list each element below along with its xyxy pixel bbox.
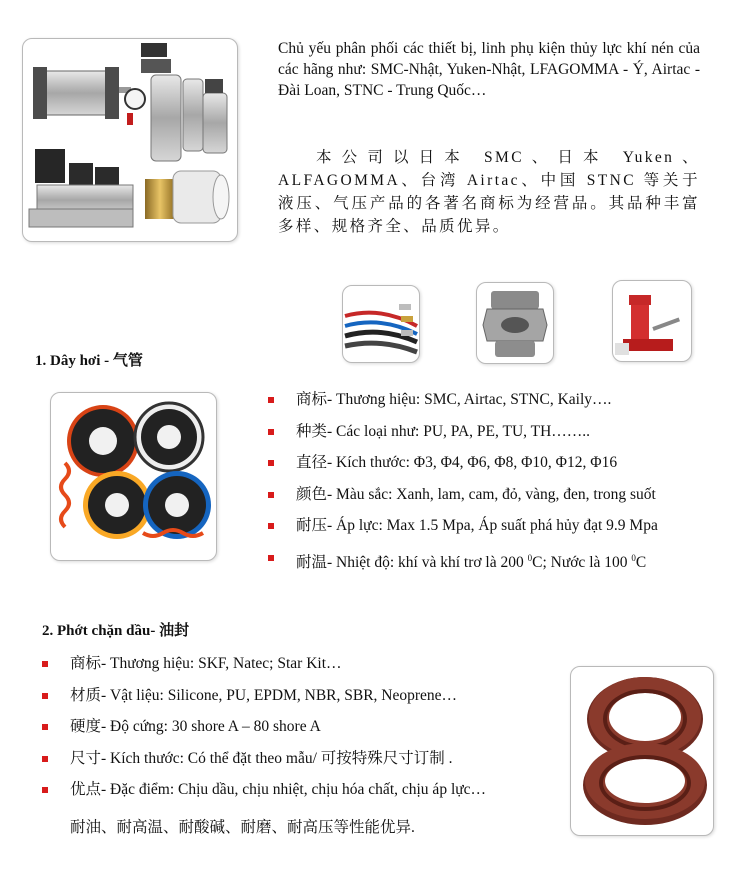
- section2-continuation: 耐油、耐高温、耐酸碱、耐磨、耐高压等性能优异.: [70, 819, 415, 836]
- section2-list: [42, 654, 486, 812]
- bullet-icon: [268, 397, 274, 403]
- list-item: 尺寸- Kích thước: Có thể đặt theo mẫu/ 可按特殊尺寸订制 .: [42, 749, 486, 781]
- bullet-icon: [268, 492, 274, 498]
- fitting-thumbnail: [476, 282, 554, 364]
- bullet-icon: [268, 523, 274, 529]
- list-item: 耐压- Áp lực: Max 1.5 Mpa, Áp suất phá hủy đạt 9.9 Mpa: [268, 516, 658, 548]
- pneumatic-products-image: [22, 38, 238, 242]
- oil-seal-image: [570, 666, 714, 836]
- list-item: 硬度- Độ cứng: 30 shore A – 80 shore A: [42, 717, 486, 749]
- bullet-icon: [42, 756, 48, 762]
- list-item: 商标- Thương hiệu: SKF, Natec; Star Kit…: [42, 654, 486, 686]
- list-item: 直径- Kích thước: Φ3, Φ4, Φ6, Φ8, Φ10, Φ12, Φ16: [268, 453, 658, 485]
- jack-thumbnail: [612, 280, 692, 362]
- bullet-icon: [268, 460, 274, 466]
- hoses-thumbnail: [342, 285, 420, 363]
- intro-chinese: 本公司以日本 SMC、日本 Yuken、ALFAGOMMA、台湾 Airtac、中国 STNC 等关于液压、气压产品的各著名商标为经营品。其品种丰富多样、规格齐全、品质优异。: [278, 149, 700, 235]
- list-item: [268, 548, 658, 580]
- temperature-text: 耐温- Nhiệt độ: khí và khí trơ là 200 $^0$C; Nước là 100 $^0$C: [296, 552, 647, 571]
- intro-vietnamese: Chủ yếu phân phối các thiết bị, linh phụ kiện thủy lực khí nén của các hãng như: SMC-Nhật, Yuken-Nhật, LFAGOMMA - Ý, Airtac - Đài Loan, STNC - Trung Quốc…: [278, 40, 700, 99]
- list-item: 优点- Đặc điểm: Chịu dầu, chịu nhiệt, chịu hóa chất, chịu áp lực…: [42, 780, 486, 812]
- section2-title: 2. Phớt chặn dầu- 油封: [42, 623, 190, 639]
- bullet-icon: [42, 787, 48, 793]
- bullet-icon: [42, 724, 48, 730]
- bullet-icon: [42, 693, 48, 699]
- section1-title: 1. Dây hơi - 气管: [35, 353, 143, 369]
- bullet-icon: [268, 555, 274, 561]
- bullet-icon: [42, 661, 48, 667]
- list-item: 商标- Thương hiệu: SMC, Airtac, STNC, Kaily….: [268, 390, 658, 422]
- list-item: 材质- Vật liệu: Silicone, PU, EPDM, NBR, SBR, Neoprene…: [42, 686, 486, 718]
- list-item: 种类- Các loại như: PU, PA, PE, TU, TH……..: [268, 422, 658, 454]
- air-hose-image: [50, 392, 217, 561]
- list-item: 颜色- Màu sắc: Xanh, lam, cam, đỏ, vàng, đen, trong suốt: [268, 485, 658, 517]
- section1-list: [268, 390, 658, 579]
- bullet-icon: [268, 429, 274, 435]
